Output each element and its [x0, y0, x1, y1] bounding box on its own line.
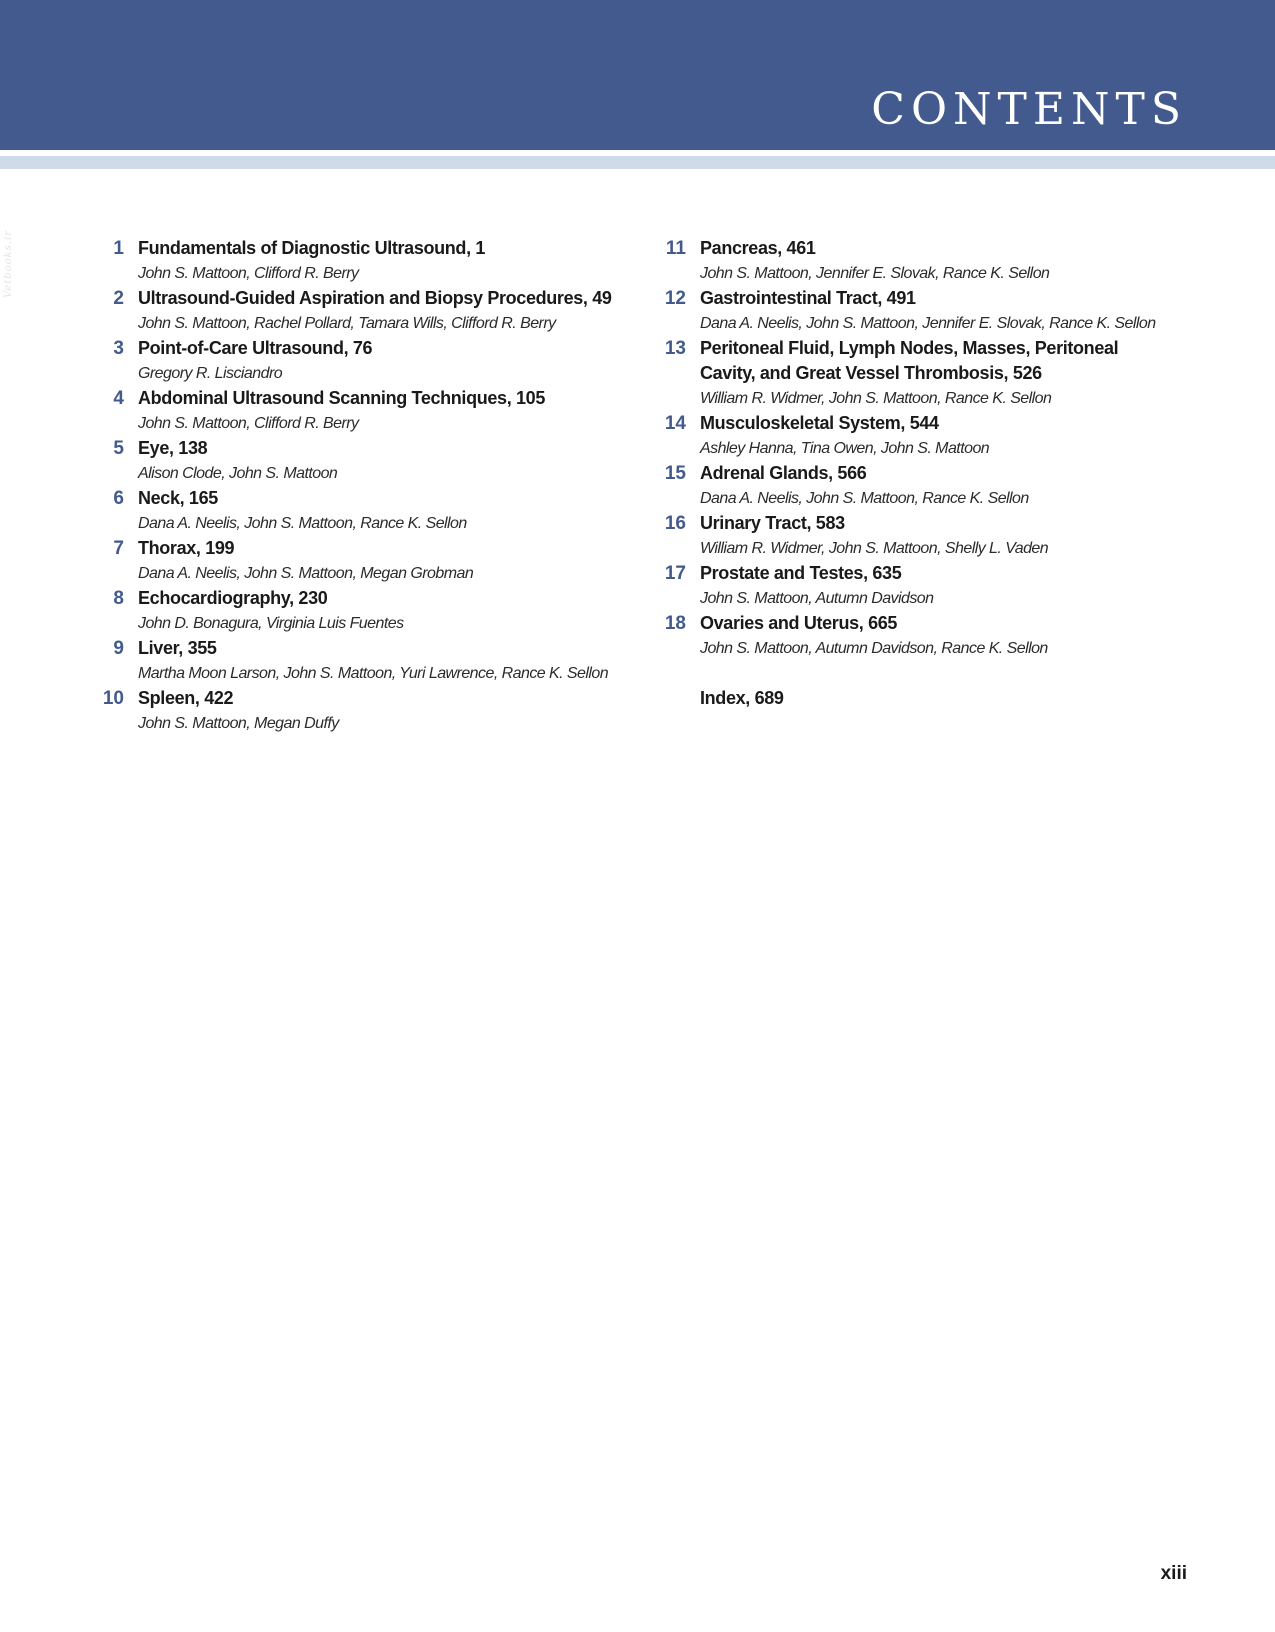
- chapter-number: 6: [113, 488, 124, 509]
- toc-entry-13[interactable]: [650, 336, 1210, 411]
- chapter-authors: Dana A. Neelis, John S. Mattoon, Megan Grobman: [138, 565, 474, 582]
- header-stripe: [0, 156, 1275, 169]
- chapter-number: 5: [113, 438, 124, 459]
- chapter-title[interactable]: Neck, 165: [138, 488, 218, 508]
- toc-entry-11[interactable]: [650, 236, 1210, 286]
- index-title[interactable]: Index, 689: [700, 688, 784, 708]
- page-title: CONTENTS: [871, 84, 1187, 135]
- chapter-title[interactable]: Ultrasound-Guided Aspiration and Biopsy Procedures, 49: [138, 288, 612, 308]
- chapter-title[interactable]: Point-of-Care Ultrasound, 76: [138, 338, 373, 358]
- contents-left-column: [88, 236, 648, 736]
- toc-entry-3[interactable]: [88, 336, 648, 386]
- toc-entry-10[interactable]: [88, 686, 648, 736]
- chapter-number: 1: [113, 238, 124, 259]
- chapter-title-continued[interactable]: Cavity, and Great Vessel Thrombosis, 526: [700, 363, 1042, 383]
- chapter-authors: Martha Moon Larson, John S. Mattoon, Yuri Lawrence, Rance K. Sellon: [138, 665, 609, 682]
- toc-entry-8[interactable]: [88, 586, 648, 636]
- chapter-title[interactable]: Urinary Tract, 583: [700, 513, 845, 533]
- page-number: xiii: [1160, 1563, 1187, 1584]
- chapter-authors: John S. Mattoon, Clifford R. Berry: [138, 415, 359, 432]
- chapter-authors: Ashley Hanna, Tina Owen, John S. Mattoon: [700, 440, 990, 457]
- toc-entry-2[interactable]: [88, 286, 648, 336]
- chapter-number: 12: [664, 288, 686, 309]
- chapter-title[interactable]: Thorax, 199: [138, 538, 235, 558]
- chapter-number: 10: [102, 688, 124, 709]
- chapter-number: 15: [664, 463, 686, 484]
- chapter-authors: John S. Mattoon, Megan Duffy: [138, 715, 339, 732]
- toc-entry-14[interactable]: [650, 411, 1210, 461]
- chapter-authors: John S. Mattoon, Clifford R. Berry: [138, 265, 359, 282]
- chapter-title[interactable]: Pancreas, 461: [700, 238, 816, 258]
- chapter-title[interactable]: Prostate and Testes, 635: [700, 563, 902, 583]
- chapter-title[interactable]: Adrenal Glands, 566: [700, 463, 867, 483]
- chapter-number: 18: [664, 613, 686, 634]
- chapter-authors: John S. Mattoon, Jennifer E. Slovak, Rance K. Sellon: [700, 265, 1050, 282]
- chapter-title[interactable]: Echocardiography, 230: [138, 588, 328, 608]
- toc-entry-6[interactable]: [88, 486, 648, 536]
- chapter-number: 7: [113, 538, 124, 559]
- chapter-title[interactable]: Ovaries and Uterus, 665: [700, 613, 898, 633]
- chapter-title[interactable]: Gastrointestinal Tract, 491: [700, 288, 916, 308]
- toc-entry-index[interactable]: [650, 686, 1210, 711]
- chapter-number: 3: [113, 338, 124, 359]
- chapter-authors: Dana A. Neelis, John S. Mattoon, Jennifer E. Slovak, Rance K. Sellon: [700, 315, 1156, 332]
- chapter-number: 2: [113, 288, 124, 309]
- chapter-title[interactable]: Peritoneal Fluid, Lymph Nodes, Masses, Peritoneal: [700, 338, 1119, 358]
- toc-entry-12[interactable]: [650, 286, 1210, 336]
- chapter-authors: Alison Clode, John S. Mattoon: [138, 465, 338, 482]
- chapter-number: 4: [113, 388, 124, 409]
- chapter-title[interactable]: Liver, 355: [138, 638, 217, 658]
- chapter-authors: Dana A. Neelis, John S. Mattoon, Rance K. Sellon: [138, 515, 467, 532]
- chapter-title[interactable]: Abdominal Ultrasound Scanning Techniques, 105: [138, 388, 545, 408]
- toc-entry-16[interactable]: [650, 511, 1210, 561]
- chapter-number: 16: [664, 513, 686, 534]
- toc-entry-17[interactable]: [650, 561, 1210, 611]
- chapter-authors: John D. Bonagura, Virginia Luis Fuentes: [138, 615, 404, 632]
- toc-entry-5[interactable]: [88, 436, 648, 486]
- chapter-number: 8: [113, 588, 124, 609]
- chapter-authors: William R. Widmer, John S. Mattoon, Rance K. Sellon: [700, 390, 1052, 407]
- toc-entry-9[interactable]: [88, 636, 648, 686]
- toc-entry-4[interactable]: [88, 386, 648, 436]
- chapter-authors: William R. Widmer, John S. Mattoon, Shelly L. Vaden: [700, 540, 1049, 557]
- watermark-text: Vetbooks.ir: [3, 229, 14, 298]
- chapter-authors: John S. Mattoon, Autumn Davidson: [700, 590, 934, 607]
- toc-entry-7[interactable]: [88, 536, 648, 586]
- chapter-title[interactable]: Musculoskeletal System, 544: [700, 413, 939, 433]
- chapter-authors: Gregory R. Lisciandro: [138, 365, 283, 382]
- chapter-authors: Dana A. Neelis, John S. Mattoon, Rance K. Sellon: [700, 490, 1029, 507]
- toc-entry-15[interactable]: [650, 461, 1210, 511]
- chapter-number: 13: [664, 338, 686, 359]
- chapter-title[interactable]: Spleen, 422: [138, 688, 234, 708]
- chapter-number: 11: [665, 238, 686, 259]
- chapter-number: 17: [664, 563, 686, 584]
- chapter-title[interactable]: Eye, 138: [138, 438, 208, 458]
- chapter-authors: John S. Mattoon, Rachel Pollard, Tamara Wills, Clifford R. Berry: [138, 315, 556, 332]
- toc-entry-18[interactable]: [650, 611, 1210, 661]
- chapter-authors: John S. Mattoon, Autumn Davidson, Rance K. Sellon: [700, 640, 1048, 657]
- toc-entry-1[interactable]: [88, 236, 648, 286]
- chapter-number: 9: [113, 638, 124, 659]
- contents-right-column: [650, 236, 1210, 711]
- chapter-title[interactable]: Fundamentals of Diagnostic Ultrasound, 1: [138, 238, 486, 258]
- chapter-number: 14: [664, 413, 686, 434]
